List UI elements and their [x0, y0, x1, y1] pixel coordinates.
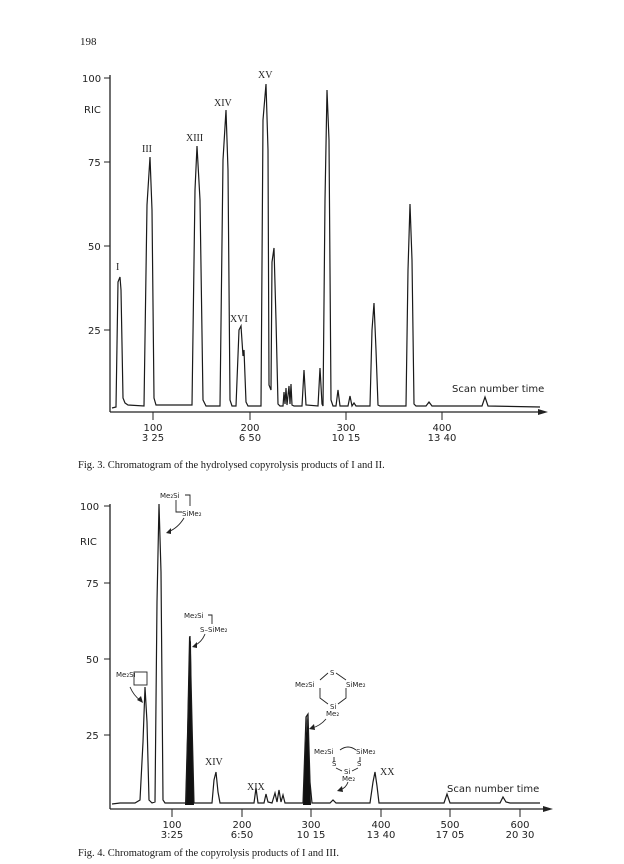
- figure-4-chromatogram: [0, 482, 624, 842]
- axis-label: Scan number time: [447, 784, 540, 795]
- figure-4-svg: [0, 482, 624, 842]
- x-tick-scan-200: 200: [240, 423, 260, 434]
- chromatogram-trace: [112, 504, 540, 804]
- structure-5-right: SiMe₂: [356, 748, 376, 756]
- figure-3-caption: Fig. 3. Chromatogram of the hydrolysed copyrolysis products of I and II.: [78, 460, 385, 471]
- structure-2-top: Me₂Si: [184, 612, 204, 620]
- x-tick-time-300: 10 15: [331, 433, 361, 444]
- y-axis-title: RIC: [80, 537, 97, 548]
- peak-label-XVI: XVI: [230, 314, 248, 325]
- x-ticks: [153, 412, 442, 420]
- x-tick-scan-600: 600: [510, 820, 530, 831]
- y-tick-100: 100: [82, 74, 102, 85]
- structure-5-s1: S: [332, 760, 337, 768]
- x-axis-arrow: [538, 409, 548, 415]
- x-tick-time-100: 3 25: [141, 433, 165, 444]
- x-tick-time-400: 13 40: [366, 830, 396, 841]
- x-ticks: [172, 809, 520, 817]
- structure-1-bottom: SiMe₂: [182, 510, 202, 518]
- peak-label-III: III: [142, 144, 152, 155]
- structure-5-s2: S: [357, 760, 362, 768]
- peak-label-I: I: [116, 262, 120, 273]
- y-tick-25: 25: [86, 731, 99, 742]
- x-tick-scan-300: 300: [336, 423, 356, 434]
- y-axis-title: RIC: [84, 105, 101, 116]
- structure-5-me: Me₂: [342, 775, 356, 783]
- x-tick-time-100: 3:25: [160, 830, 184, 841]
- peak-label-XIV: XIV: [205, 757, 223, 768]
- x-tick-time-200: 6 50: [238, 433, 262, 444]
- page-number: 198: [80, 36, 97, 48]
- x-tick-time-200: 6:50: [230, 830, 254, 841]
- structure-5-si: Si: [344, 768, 351, 776]
- structure-2-bottom: S–SiMe₂: [200, 626, 228, 634]
- structure-5: [314, 747, 376, 792]
- y-tick-100: 100: [80, 502, 100, 513]
- structure-5-left: Me₂Si: [314, 748, 334, 756]
- structure-4-si: Si: [330, 703, 337, 711]
- peak-label-XIX: XIX: [247, 782, 265, 793]
- x-tick-scan-400: 400: [371, 820, 391, 831]
- structure-3: [116, 671, 147, 703]
- x-tick-scan-200: 200: [232, 820, 252, 831]
- structure-4-right: SiMe₂: [346, 681, 366, 689]
- peak-label-XIV: XIV: [214, 98, 232, 109]
- axis-label: Scan number time: [452, 384, 545, 395]
- x-axis-arrow: [543, 806, 553, 812]
- x-tick-scan-300: 300: [301, 820, 321, 831]
- structure-4-top: S: [330, 669, 335, 677]
- peak-label-XV: XV: [258, 70, 273, 81]
- y-tick-25: 25: [88, 326, 101, 337]
- peak-label-XIII: XIII: [186, 133, 204, 144]
- structure-1-top: Me₂Si: [160, 492, 180, 500]
- structure-1: [160, 492, 202, 534]
- y-ticks: [104, 506, 110, 735]
- y-tick-50: 50: [88, 242, 101, 253]
- x-tick-time-300: 10 15: [296, 830, 326, 841]
- x-tick-scan-500: 500: [440, 820, 460, 831]
- y-tick-50: 50: [86, 655, 99, 666]
- x-tick-time-400: 13 40: [427, 433, 457, 444]
- structure-4-left: Me₂Si: [295, 681, 315, 689]
- structure-3-label: Me₂Si: [116, 671, 136, 679]
- structure-4-me: Me₂: [326, 710, 340, 718]
- x-tick-scan-100: 100: [143, 423, 163, 434]
- x-tick-scan-100: 100: [162, 820, 182, 831]
- x-tick-scan-400: 400: [432, 423, 452, 434]
- y-tick-75: 75: [88, 158, 101, 169]
- figure-4-caption: Fig. 4. Chromatogram of the copyrolysis products of I and III.: [78, 848, 339, 859]
- peak-label-XX: XX: [380, 767, 395, 778]
- y-tick-75: 75: [86, 579, 99, 590]
- x-tick-time-600: 20 30: [505, 830, 535, 841]
- y-ticks: [104, 78, 110, 330]
- chromatogram-trace: [112, 84, 540, 408]
- x-tick-time-500: 17 05: [435, 830, 465, 841]
